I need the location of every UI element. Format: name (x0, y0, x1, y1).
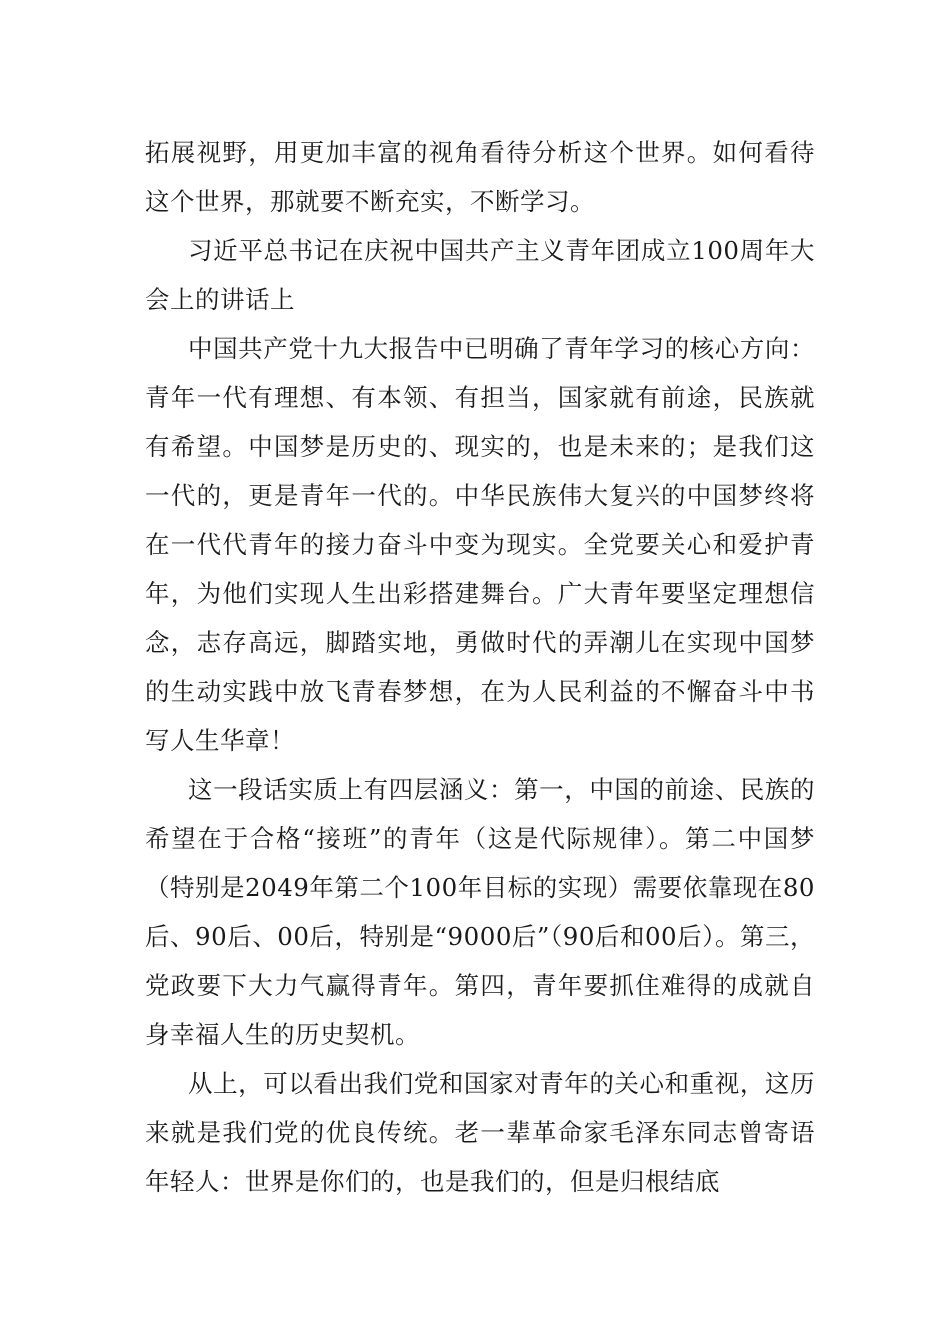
paragraph-1: 拓展视野，用更加丰富的视角看待分析这个世界。如何看待这个世界，那就要不断充实，不断学习。 (145, 138, 815, 216)
paragraph-4: 这一段话实质上有四层涵义：第一，中国的前途、民族的希望在于合格“接班”的青年（这是代际规律）。第二中国梦（特别是2049年第二个100年目标的实现）需要依靠现在80后、90后、00后，特别是“9000后”（90后和00后）。第三，党政要下大力气赢得青年。第四，青年要抓住难得的成就自身幸福人生的历史契机。 (145, 775, 815, 1049)
paragraph-2: 习近平总书记在庆祝中国共产主义青年团成立100周年大会上的讲话上 (145, 236, 815, 314)
document-body (145, 128, 815, 1206)
paragraph-3: 中国共产党十九大报告中已明确了青年学习的核心方向：青年一代有理想、有本领、有担当，国家就有前途，民族就有希望。中国梦是历史的、现实的，也是未来的；是我们这一代的，更是青年一代的。中华民族伟大复兴的中国梦终将在一代代青年的接力奋斗中变为现实。全党要关心和爱护青年，为他们实现人生出彩搭建舞台。广大青年要坚定理想信念，志存高远，脚踏实地，勇做时代的弄潮儿在实现中国梦的生动实践中放飞青春梦想，在为人民利益的不懈奋斗中书写人生华章！ (145, 334, 815, 755)
paragraph-5: 从上，可以看出我们党和国家对青年的关心和重视，这历来就是我们党的优良传统。老一辈革命家毛泽东同志曾寄语年轻人：世界是你们的，也是我们的，但是归根结底 (145, 1069, 815, 1196)
